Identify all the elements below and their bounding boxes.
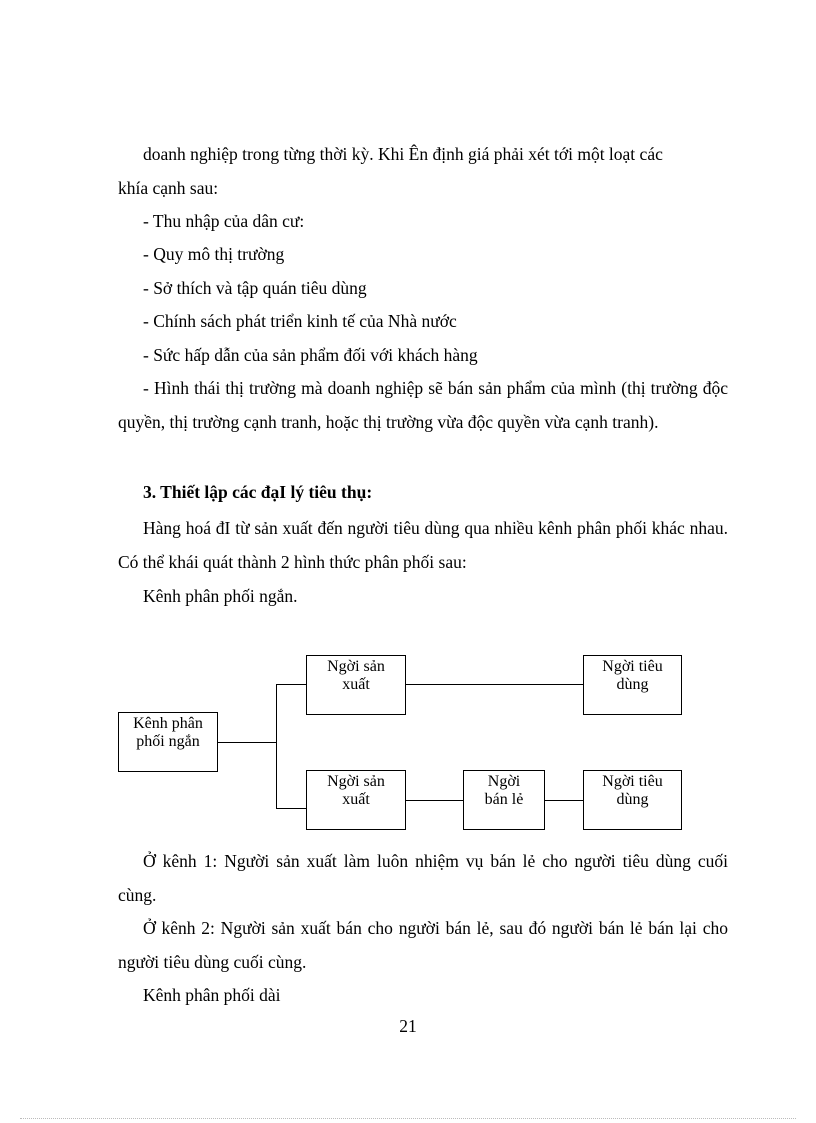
connector-producer-consumer-1 (406, 684, 583, 685)
bullet-income: - Thu nhập của dân cư: (143, 211, 305, 231)
bullet-market-size: - Quy mô thị trường (143, 244, 285, 264)
bullet-habits: - Sở thích và tập quán tiêu dùng (143, 278, 367, 298)
short-channel-label: Kênh phân phối ngắn. (143, 586, 298, 606)
diagram-consumer-2-box (583, 770, 682, 830)
diagram-producer-2-text: Ngời sản xuất (327, 773, 385, 808)
connector-root (218, 742, 277, 743)
connector-branch-1 (276, 684, 306, 685)
connector-branch-2 (276, 808, 306, 809)
diagram-retailer-box (463, 770, 545, 830)
diagram-root-text: Kênh phân phối ngắn (133, 715, 203, 750)
channel-2-paragraph: Ở kênh 2: Người sản xuất bán cho người bán lẻ, sau đó người bán lẻ bán lại cho người tiêu dùng cuối cùng. (118, 918, 728, 972)
diagram-retailer-text: Ngời bán lẻ (484, 773, 524, 808)
diagram-producer-1-box (306, 655, 406, 715)
channel-1-paragraph: Ở kênh 1: Người sản xuất làm luôn nhiệm vụ bán lẻ cho người tiêu dùng cuối cùng. (118, 851, 728, 905)
market-form-paragraph: - Hình thái thị trường mà doanh nghiệp sẽ bán sản phẩm của mình (thị trường độc quyền, thị trường cạnh tranh, hoặc thị trường vừa độc quyền vừa cạnh tranh). (118, 378, 728, 432)
section-heading: 3. Thiết lập các đạI lý tiêu thụ: (143, 482, 373, 502)
connector-producer-retailer (406, 800, 463, 801)
connector-retailer-consumer (545, 800, 583, 801)
bullet-policy: - Chính sách phát triển kinh tế của Nhà nước (143, 311, 457, 331)
goods-paragraph: Hàng hoá đI từ sản xuất đến người tiêu dùng qua nhiều kênh phân phối khác nhau. Có thể khái quát thành 2 hình thức phân phối sau: (118, 518, 728, 572)
page-bottom-edge (20, 1118, 796, 1119)
bullet-attractiveness: - Sức hấp dẫn của sản phẩm đối với khách hàng (143, 345, 478, 365)
diagram-producer-2-box (306, 770, 406, 830)
diagram-consumer-2-text: Ngời tiêu dùng (602, 773, 663, 808)
diagram-consumer-1-box (583, 655, 682, 715)
diagram-producer-1-text: Ngời sản xuất (327, 658, 385, 693)
connector-trunk (276, 684, 277, 809)
long-channel-label: Kênh phân phối dài (143, 985, 281, 1005)
intro-paragraph-line-2: khía cạnh sau: (118, 178, 219, 198)
page-number: 21 (399, 1016, 417, 1036)
diagram-consumer-1-text: Ngời tiêu dùng (602, 658, 663, 693)
diagram-root-box (118, 712, 218, 772)
intro-paragraph-line-1: doanh nghiệp trong từng thời kỳ. Khi Ên định giá phải xét tới một loạt các (143, 144, 663, 164)
